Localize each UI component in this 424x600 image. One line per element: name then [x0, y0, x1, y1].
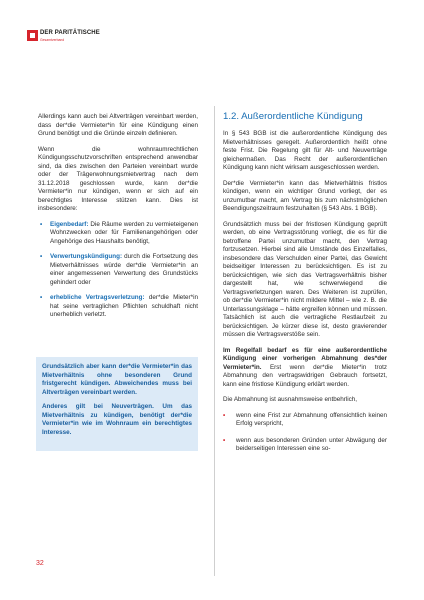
- callout-paragraph-1: Grundsätzlich aber kann der*die Vermieter*in das Mietverhältnis ohne besonderen Grund fristgerecht kündigen. Abweichendes muss bei Altverträgen vereinbart werden.: [42, 363, 192, 396]
- emphasis-text: Im Regelfall bedarf es für eine außerordentliche Kündigung einer vorherigen Abmahnung des*der Vermieter*in.: [223, 346, 387, 371]
- section-heading: 1.2. Außerordentliche Kündigung: [223, 111, 363, 122]
- right-paragraph-4: [223, 347, 387, 390]
- page-number: 32: [36, 560, 44, 567]
- paragraph-text: Erst wenn der*die Mieter*in trotz Abmahnung den vertragswidrigen Gebrauch fortsetzt, kann eine fristlose Kündigung erklärt werden.: [223, 363, 387, 388]
- left-paragraph-2: Wenn die wohnraumrechtlichen Kündigungsschutzvorschriften entsprechend anwendbar sind, da dies zwischen den Parteien vereinbart wurde oder der Trägerwohnungsmietvertrag nach dem 31.12.2018 geschlossen wurde, kann der*die Vermieter*in nur kündigen, wenn er sich auf ein berechtigtes Interesse stützen kann. Dies ist insbesondere:: [38, 145, 198, 212]
- bullet-icon: •: [40, 294, 43, 301]
- right-column: [223, 130, 387, 462]
- list-item-text: wenn eine Frist zur Abmahnung offensichtlich keinen Erfolg verspricht,: [236, 411, 387, 427]
- bullet-icon: •: [40, 253, 43, 260]
- right-paragraph-3: Grundsätzlich muss bei der fristlosen Kündigung geprüft werden, ob eine Vertragsstörung vorliegt, die es für die betroffene Partei unzumutbar macht, den Vertrag fortzusetzen. Hierbei sind alle Umstände des Einzelfalles, insbesondere das Verschulden einer Partei, das Gewicht beidseitiger Interessen zu berücksichtigen. Es ist zu berücksichtigen, wie sich das Vertragsverhältnis bisher dargestellt hat, wie schwerwiegend die Vertragsverletzungen waren. Des Weiteren ist zuprüfen, ob der*die Vermieter*in nicht mildere Mittel – wie z. B. die Unterlassungsklage – hätte ergreifen können und müssen. Tatsächlich ist auch die vertragliche Restlaufzeit zu berücksichtigen. Je kürzer diese ist, desto gravierender müssen die Vertragsverstöße sein.: [223, 220, 387, 338]
- list-item: [38, 221, 198, 247]
- list-item: [38, 253, 198, 287]
- logo-mark-icon: [27, 30, 38, 41]
- callout-paragraph-2: Anderes gilt bei Neuverträgen. Um das Mietverhältnis zu kündigen, benötigt der*die Vermieter*in wie im Wohnraum ein berechtigtes Interesse.: [42, 403, 192, 436]
- list-item-term: Eigenbedarf:: [50, 220, 89, 228]
- left-column: [38, 113, 198, 327]
- list-item-text: wenn aus besonderen Gründen unter Abwägung der beiderseitigen Interessen eine so-: [236, 436, 387, 452]
- list-item-term: erhebliche Vertragsverletzung:: [50, 294, 145, 301]
- list-item-text: durch die Fortsetzung des Mietverhältnisses würde der*die Vermieter*in an einer angemessenen Verwertung des Grundstücks gehindert oder: [50, 253, 198, 286]
- bullet-icon: •: [223, 411, 226, 419]
- list-item-text: der*die Mieter*in hat seine vertraglichen Pflichten schuldhaft nicht unerheblich verletzt.: [50, 294, 198, 318]
- logo-subtitle: Gesamtverband: [40, 38, 65, 42]
- left-paragraph-1: Allerdings kann auch bei Altverträgen vereinbart werden, dass der*die Vermieter*in für eine Kündigung einen Grund benötigt und die Gründe einzeln definieren.: [38, 113, 198, 137]
- logo: [27, 30, 100, 48]
- list-item: [223, 437, 387, 454]
- reasons-list: [38, 221, 198, 320]
- list-item: [223, 412, 387, 429]
- logo-name: DER PARITÄTISCHE: [40, 30, 100, 36]
- list-item-term: Verwertungskündigung:: [50, 253, 123, 260]
- right-paragraph-1: In § 543 BGB ist die außerordentliche Kündigung des Mietverhältnisses geregelt. Außerordentlich heißt ohne feste Frist. Die Regelung gilt für Alt- und Neuverträge gleichermaßen. Das Recht der außerordentlichen Kündigung kann nicht wirksam ausgeschlossen werden.: [223, 130, 387, 171]
- exceptions-list: [223, 412, 387, 454]
- column-divider: [214, 106, 215, 576]
- bullet-icon: •: [223, 436, 226, 444]
- list-item-text: Die Räume werden zu vermieteigenen Wohnzwecken oder für Familienangehörigen oder Angehörige des Haushalts benötigt,: [50, 220, 198, 245]
- info-callout: [36, 357, 198, 451]
- right-paragraph-2: Der*die Vermieter*in kann das Mietverhältnis fristlos kündigen, wenn ein wichtiger Grund vorliegt, der es unzumutbar macht, am Vertrag bis zum nächstmöglichen Beendigungszeitraum festzuhalten (§ 543 Abs. 1 BGB).: [223, 179, 387, 212]
- list-item: [38, 294, 198, 320]
- bullet-icon: •: [40, 220, 43, 228]
- right-paragraph-5: Die Abmahnung ist ausnahmsweise entbehrlich,: [223, 396, 358, 403]
